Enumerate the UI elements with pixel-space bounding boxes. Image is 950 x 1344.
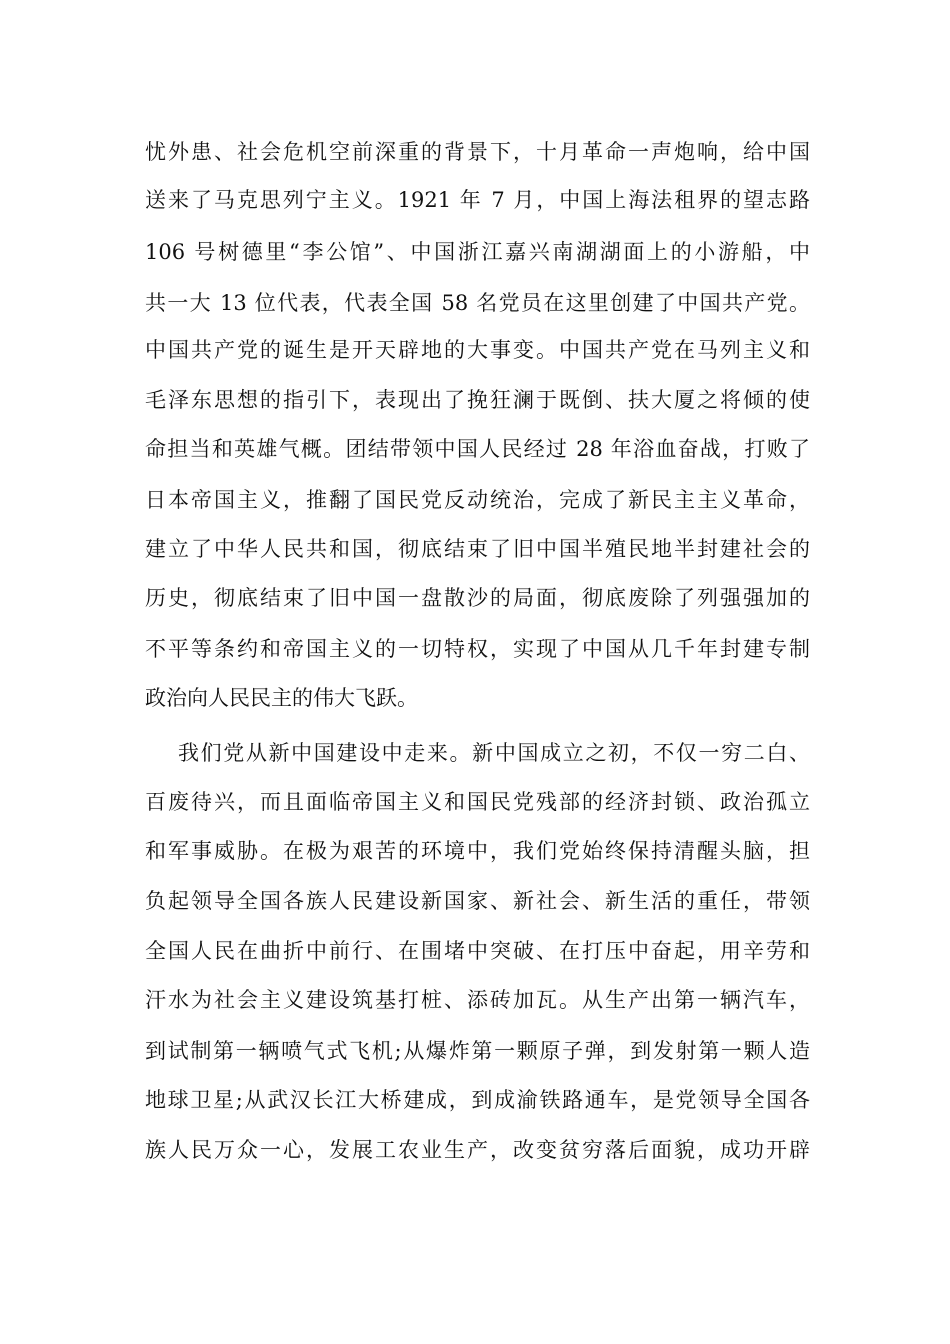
paragraph-1-line-6: 毛泽东思想的指引下，表现出了挽狂澜于既倒、扶大厦之将倾的使 bbox=[145, 388, 810, 412]
paragraph-1-line-5: 中国共产党的诞生是开天辟地的大事变。中国共产党在马列主义和 bbox=[145, 338, 810, 362]
paragraph-1-line-8: 日本帝国主义，推翻了国民党反动统治，完成了新民主主义革命， bbox=[145, 488, 810, 512]
paragraph-1-line-2: 送来了马克思列宁主义。1921 年 7 月，中国上海法租界的望志路 bbox=[145, 188, 810, 212]
paragraph-1-line-11: 不平等条约和帝国主义的一切特权，实现了中国从几千年封建专制 bbox=[145, 637, 810, 661]
paragraph-2-line-3: 和军事威胁。在极为艰苦的环境中，我们党始终保持清醒头脑，担 bbox=[145, 839, 810, 863]
paragraph-2-line-1: 我们党从新中国建设中走来。新中国成立之初，不仅一穷二白、 bbox=[178, 741, 810, 765]
paragraph-1-line-9: 建立了中华人民共和国，彻底结束了旧中国半殖民地半封建社会的 bbox=[145, 537, 810, 561]
paragraph-2-line-9: 族人民万众一心，发展工农业生产，改变贫穷落后面貌，成功开辟 bbox=[145, 1138, 810, 1162]
paragraph-1-line-4: 共一大 13 位代表，代表全国 58 名党员在这里创建了中国共产党。 bbox=[145, 291, 810, 315]
paragraph-1-line-3: 106 号树德里“李公馆”、中国浙江嘉兴南湖湖面上的小游船，中 bbox=[145, 240, 810, 264]
paragraph-2-line-6: 汗水为社会主义建设筑基打桩、添砖加瓦。从生产出第一辆汽车， bbox=[145, 988, 810, 1012]
paragraph-1-line-12: 政治向人民民主的伟大飞跃。 bbox=[145, 686, 418, 710]
paragraph-2-line-4: 负起领导全国各族人民建设新国家、新社会、新生活的重任，带领 bbox=[145, 889, 810, 913]
paragraph-2-line-7: 到试制第一辆喷气式飞机;从爆炸第一颗原子弹，到发射第一颗人造 bbox=[145, 1039, 810, 1063]
paragraph-2-line-5: 全国人民在曲折中前行、在围堵中突破、在打压中奋起，用辛劳和 bbox=[145, 939, 810, 963]
paragraph-1-line-1: 忧外患、社会危机空前深重的背景下，十月革命一声炮响，给中国 bbox=[145, 140, 810, 164]
paragraph-1-line-7: 命担当和英雄气概。团结带领中国人民经过 28 年浴血奋战，打败了 bbox=[145, 437, 810, 461]
paragraph-2-line-8: 地球卫星;从武汉长江大桥建成，到成渝铁路通车，是党领导全国各 bbox=[145, 1088, 810, 1112]
paragraph-2-line-2: 百废待兴，而且面临帝国主义和国民党残部的经济封锁、政治孤立 bbox=[145, 790, 810, 814]
paragraph-1-line-10: 历史，彻底结束了旧中国一盘散沙的局面，彻底废除了列强强加的 bbox=[145, 586, 810, 610]
